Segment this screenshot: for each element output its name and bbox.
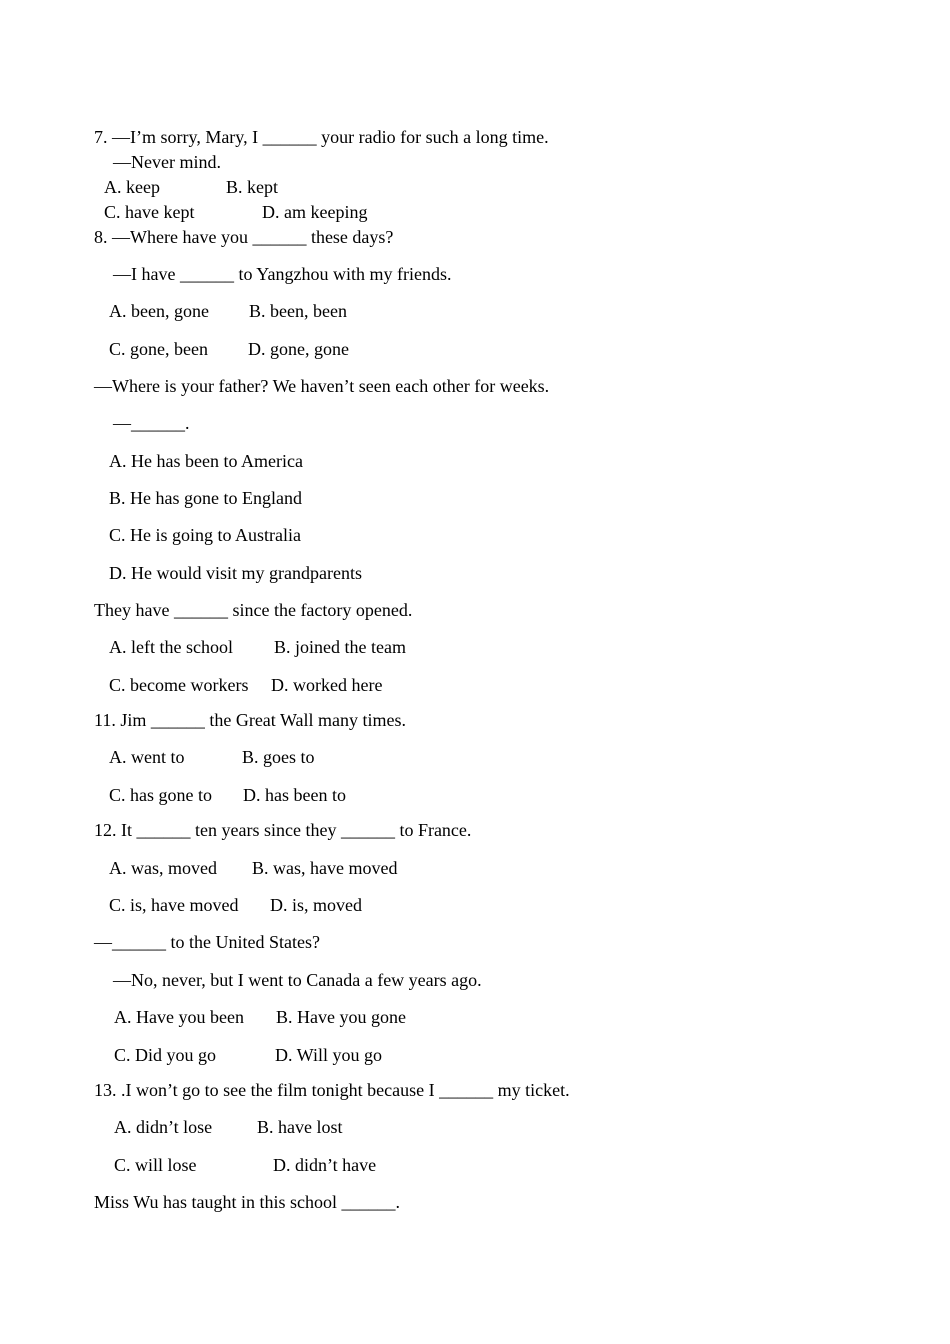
option-b: B. He has gone to England [109,488,302,508]
question-stem: —______ to the United States? [94,932,320,952]
option-b: B. goes to [242,747,315,767]
question-stem: —Where is your father? We haven’t seen each other for weeks. [94,376,550,396]
question-reply: —Never mind. [113,152,221,172]
option-b: B. been, been [249,301,347,321]
option-c: C. Did you go [114,1045,217,1065]
option-d: D. am keeping [262,202,368,222]
option-d: D. gone, gone [248,339,349,359]
option-d: D. Will you go [275,1045,382,1065]
option-a: A. was, moved [109,858,217,878]
option-c: C. is, have moved [109,895,239,915]
question-stem: 8. —Where have you ______ these days? [94,227,394,247]
option-a: A. left the school [109,637,233,657]
option-a: A. went to [109,747,185,767]
option-c: C. become workers [109,675,249,695]
option-a: A. He has been to America [109,451,303,471]
option-c: C. has gone to [109,785,212,805]
option-c: C. gone, been [109,339,208,359]
question-stem: 13. .I won’t go to see the film tonight because I ______ my ticket. [94,1080,570,1100]
option-c: C. have kept [104,202,195,222]
question-reply: —I have ______ to Yangzhou with my friends. [113,264,452,284]
question-stem: 12. It ______ ten years since they ______ to France. [94,820,472,840]
question-stem: They have ______ since the factory opened. [94,600,413,620]
option-b: B. was, have moved [252,858,398,878]
option-d: D. worked here [271,675,383,695]
option-c: C. will lose [114,1155,197,1175]
option-b: B. kept [226,177,278,197]
option-d: D. is, moved [270,895,362,915]
option-d: D. He would visit my grandparents [109,563,362,583]
question-reply: —______. [113,413,190,433]
option-a: A. been, gone [109,301,209,321]
option-b: B. joined the team [274,637,406,657]
question-stem: 7. —I’m sorry, Mary, I ______ your radio for such a long time. [94,127,549,147]
question-stem: 11. Jim ______ the Great Wall many times. [94,710,407,730]
question-reply: —No, never, but I went to Canada a few years ago. [113,970,482,990]
option-b: B. have lost [257,1117,343,1137]
option-b: B. Have you gone [276,1007,406,1027]
question-stem: Miss Wu has taught in this school ______. [94,1192,400,1212]
option-a: A. didn’t lose [114,1117,213,1137]
option-d: D. has been to [243,785,346,805]
option-c: C. He is going to Australia [109,525,301,545]
option-a: A. keep [104,177,160,197]
option-d: D. didn’t have [273,1155,377,1175]
option-a: A. Have you been [114,1007,244,1027]
